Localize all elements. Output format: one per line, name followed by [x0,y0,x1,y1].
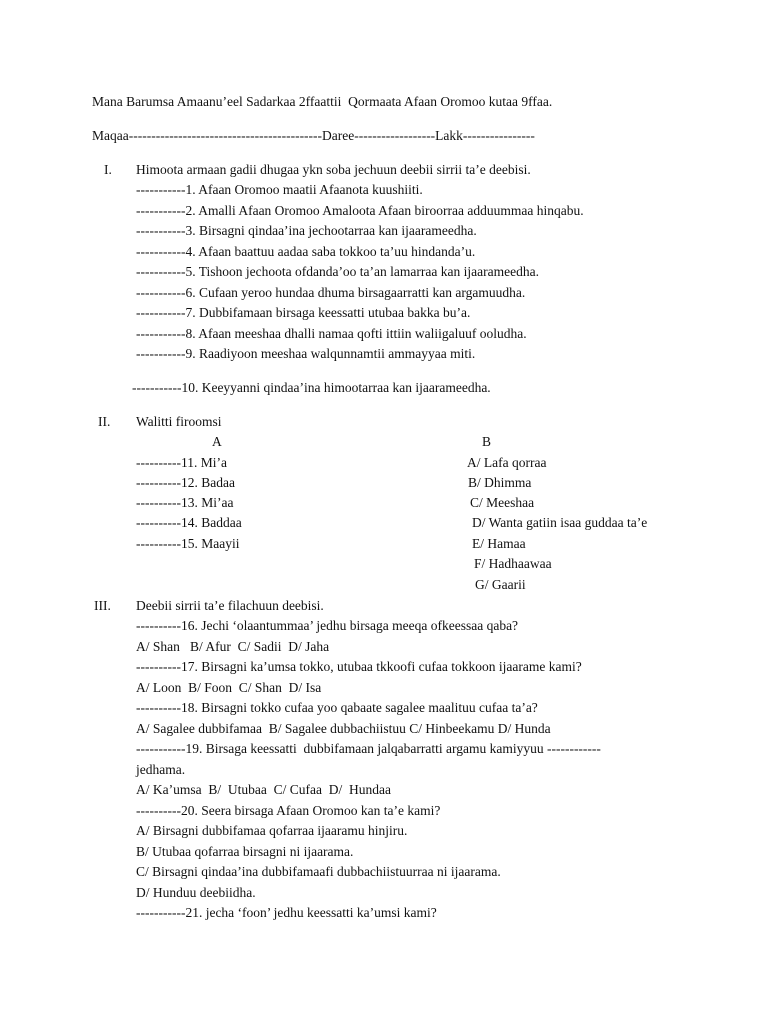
true-false-item: -----------7. Dubbifamaan birsaga keessatti utubaa bakka bu’a. [136,305,471,320]
mcq-question-continued: jedhama. [136,762,186,777]
column-a-header: A [212,434,222,449]
mcq-options: A/ Loon B/ Foon C/ Shan D/ Isa [136,680,322,695]
section2-instruction: Walitti firoomsi [136,414,222,429]
mcq-question: ----------17. Birsagni ka’umsa tokko, utubaa tkkoofi cufaa tokkoon ijaarame kami? [136,659,582,674]
match-item-a: ----------13. Mi’aa [136,495,234,510]
mcq-question: ----------18. Birsagni tokko cufaa yoo qabaate sagalee maalituu cufaa ta’a? [136,700,538,715]
true-false-item: -----------8. Afaan meeshaa dhalli namaa qofti ittiin waliigaluuf ooludha. [136,326,527,341]
section1-instruction: Himoota armaan gadii dhugaa ykn soba jechuun deebii sirrii ta’e deebisi. [136,162,531,177]
exam-title: Mana Barumsa Amaanu’eel Sadarkaa 2ffaattii Qormaata Afaan Oromoo kutaa 9ffaa. [92,94,553,109]
match-item-b: E/ Hamaa [472,536,526,551]
mcq-options: A/ Ka’umsa B/ Utubaa C/ Cufaa D/ Hundaa [136,782,391,797]
match-item-a: ----------15. Maayii [136,536,240,551]
section2-numeral: II. [98,414,111,429]
match-item-b: G/ Gaarii [475,577,526,592]
match-item-a: ----------11. Mi’a [136,455,227,470]
mcq-option: C/ Birsagni qindaa’ina dubbifamaafi dubbachiistuurraa ni ijaarama. [136,864,501,879]
mcq-option: B/ Utubaa qofarraa birsagni ni ijaarama. [136,844,354,859]
true-false-item: -----------1. Afaan Oromoo maatii Afaanota kuushiiti. [136,182,423,197]
match-item-b: A/ Lafa qorraa [467,455,547,470]
true-false-item: -----------2. Amalli Afaan Oromoo Amaloota Afaan biroorraa adduummaa hinqabu. [136,203,584,218]
section1-numeral: I. [104,162,112,177]
match-item-b: F/ Hadhaawaa [474,556,552,571]
true-false-item: -----------4. Afaan baattuu aadaa saba tokkoo ta’uu hindanda’u. [136,244,476,259]
mcq-options: A/ Shan B/ Afur C/ Sadii D/ Jaha [136,639,330,654]
mcq-question: ----------16. Jechi ‘olaantummaa’ jedhu birsaga meeqa ofkeessaa qaba? [136,618,519,633]
true-false-item: -----------5. Tishoon jechoota ofdanda’oo ta’an lamarraa kan ijaarameedha. [136,264,539,279]
match-item-b: C/ Meeshaa [470,495,535,510]
true-false-item: -----------3. Birsagni qindaa’ina jechootarraa kan ijaarameedha. [136,223,477,238]
match-item-b: B/ Dhimma [468,475,532,490]
column-b-header: B [482,434,492,449]
mcq-question: -----------21. jecha ‘foon’ jedhu keessatti ka’umsi kami? [136,905,437,920]
mcq-option: A/ Birsagni dubbifamaa qofarraa ijaaramu hinjiru. [136,823,408,838]
match-item-a: ----------14. Baddaa [136,515,242,530]
true-false-item: -----------9. Raadiyoon meeshaa walqunnamtii ammayyaa miti. [136,346,476,361]
mcq-options: A/ Sagalee dubbifamaa B/ Sagalee dubbachiistuu C/ Hinbeekamu D/ Hunda [136,721,551,736]
student-info-fields: Maqaa-------------------------------------------Daree------------------Lakk---------------- [92,128,535,143]
mcq-option: D/ Hunduu deebiidha. [136,885,256,900]
match-item-a: ----------12. Badaa [136,475,235,490]
true-false-item: -----------10. Keeyyanni qindaa’ina himootarraa kan ijaarameedha. [132,380,491,395]
section3-instruction: Deebii sirrii ta’e filachuun deebisi. [136,598,324,613]
mcq-question: ----------20. Seera birsaga Afaan Oromoo kan ta’e kami? [136,803,441,818]
true-false-item: -----------6. Cufaan yeroo hundaa dhuma birsagaarratti kan argamuudha. [136,285,526,300]
mcq-question: -----------19. Birsaga keessatti dubbifamaan jalqabarratti argamu kamiyyuu ------------ [136,741,601,756]
section3-numeral: III. [94,598,111,613]
match-item-b: D/ Wanta gatiin isaa guddaa ta’e [472,515,648,530]
